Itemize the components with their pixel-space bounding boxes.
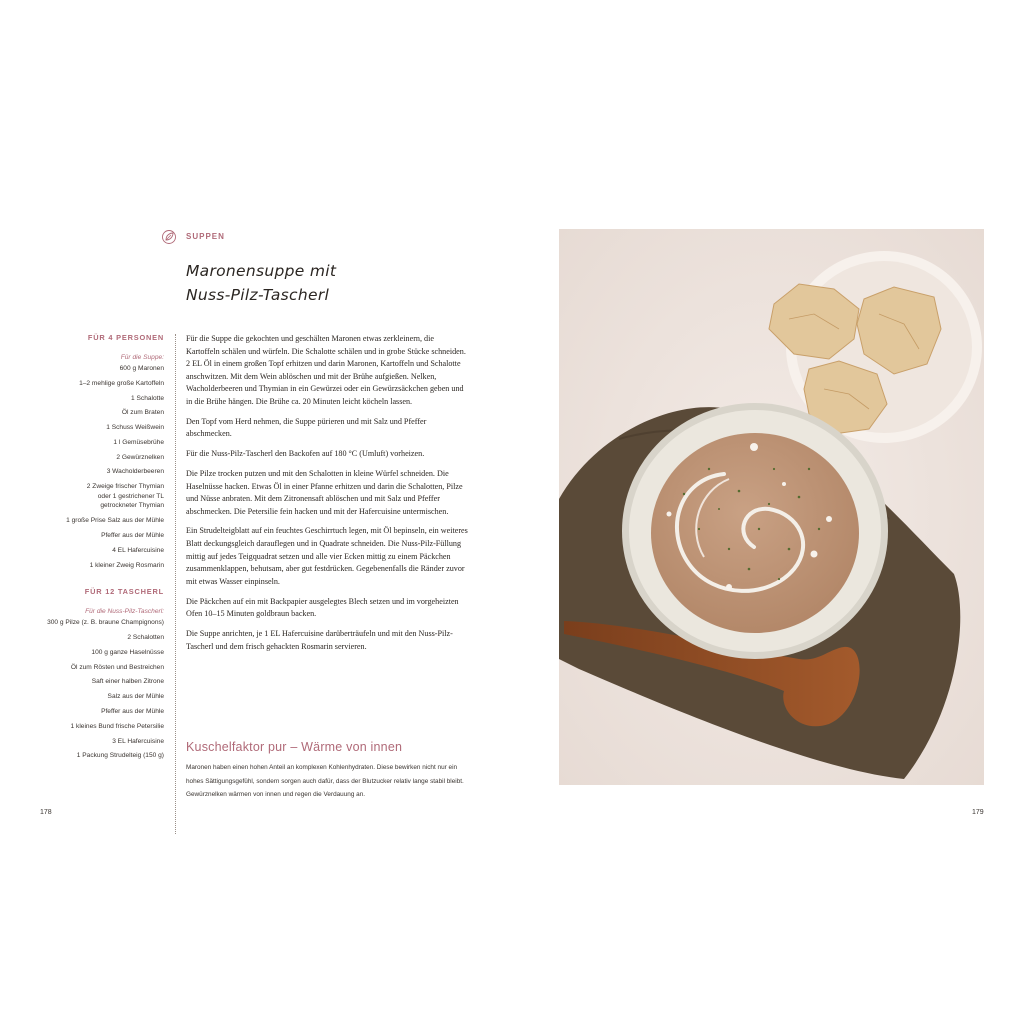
- ingredient-item: 600 g Maronen: [119, 365, 164, 372]
- ingredients-subheading-tascherl: Für die Nuss-Pilz-Tascherl:: [85, 608, 164, 616]
- ingredient-item: 1 große Prise Salz aus der Mühle: [66, 517, 164, 525]
- ingredient-item: Pfeffer aus der Mühle: [101, 708, 164, 716]
- ingredient-item: 1 kleiner Zweig Rosmarin: [89, 561, 164, 569]
- ingredient-item: 1 Packung Strudelteig (150 g): [76, 752, 164, 760]
- ingredient-item: Salz aus der Mühle: [107, 693, 164, 701]
- ingredient-item: Saft einer halben Zitrone: [91, 678, 164, 686]
- ingredients-heading-servings: FÜR 4 PERSONEN: [87, 333, 164, 342]
- ingredient-item: 4 EL Hafercuisine: [112, 546, 164, 554]
- tip-heading: Kuschelfaktor pur – Wärme von innen: [186, 740, 403, 754]
- ingredient-item: 1–2 mehlige große Kartoffeln: [79, 379, 164, 387]
- ingredient-group-tascherl: [30, 618, 164, 761]
- tip-text: Maronen haben einen hohen Anteil an komplexen Kohlenhydraten. Diese bewirken nicht nur ein hohes Sättigungsgefühl, sondern sorgen auch dafür, dass der Blutzucker relativ lange stabil bleibt. Gewürznelken wärmen von innen und regen die Verdauung an.: [186, 764, 464, 798]
- ingredient-item: getrockneter Thymian: [100, 502, 164, 510]
- ingredients-list: [30, 332, 164, 766]
- method-step: Die Pilze trocken putzen und mit den Schalotten in kleine Würfel schneiden. Die Haselnüsse hacken. Etwas Öl in einer Pfanne erhitzen und darin die Schalotten, Pilze und Nüsse anbraten. Mit dem Zitronensaft ablöschen und mit Salz und Pfeffer abschmecken. Die Petersilie fein hacken und mit der Hafercuisine untermischen.: [186, 468, 463, 516]
- recipe-photo: [559, 229, 984, 785]
- ingredient-item: 3 EL Hafercuisine: [112, 737, 164, 745]
- method-step: Den Topf vom Herd nehmen, die Suppe pürieren und mit Salz und Pfeffer abschmecken.: [186, 416, 427, 439]
- method-text: [186, 333, 468, 660]
- ingredient-item: 1 kleines Bund frische Petersilie: [70, 722, 164, 730]
- ingredient-item: oder 1 gestrichener TL: [97, 492, 164, 500]
- ingredients-heading-tascherl: FÜR 12 TASCHERL: [84, 587, 164, 597]
- recipe-title-line-2: Nuss-Pilz-Tascherl: [186, 286, 330, 304]
- page-number-left: 178: [40, 809, 52, 816]
- recipe-title-line-1: Maronensuppe mit: [186, 262, 337, 280]
- ingredient-item: Öl zum Rösten und Bestreichen: [70, 663, 164, 671]
- method-step: Ein Strudelteigblatt auf ein feuchtes Geschirrtuch legen, mit Öl bepinseln, ein weiteres Blatt deckungsgleich darauflegen und in Quadrate schneiden. Die Nuss-Pilz-Füllung mittig auf jedes Teigquadrat setzen und alle vier Ecken mittig zu einem Päckchen zusammenklappen, behutsam, aber gut festdrücken. Gegebenenfalls die Ränder zuvor mit etwas Wasser einpinseln.: [186, 526, 468, 586]
- method-step: Für die Nuss-Pilz-Tascherl den Backofen auf 180 °C (Umluft) vorheizen.: [186, 449, 425, 459]
- ingredient-item: 1 l Gemüsebrühe: [113, 438, 164, 446]
- ingredient-item: 2 Zweige frischer Thymian: [86, 483, 164, 491]
- ingredient-item: 2 Schalotten: [127, 634, 164, 642]
- column-divider: [175, 334, 176, 834]
- ingredient-item: 2 Gewürznelken: [116, 453, 164, 461]
- ingredient-group-soup: [30, 364, 164, 570]
- ingredient-item: 1 Schalotte: [131, 394, 164, 402]
- ingredient-item: Pfeffer aus der Mühle: [101, 532, 164, 539]
- method-step: Für die Suppe die gekochten und geschälten Maronen etwas zerkleinern, die Kartoffeln schälen und würfeln. Die Schalotte schälen und in grobe Stücke schneiden. 2 EL Öl in einem großen Topf erhitzen und darin Maronen, Kartoffeln und Schalotte anschwitzen. Mit dem Wein ablöschen und mit der Brühe aufgießen. Nelken, Wacholderbeeren und Thymian in ein Gewürzei oder ein Gewürzsäckchen geben und in die Brühe hängen. Die Brühe ca. 20 Minuten leicht köcheln lassen.: [186, 334, 466, 406]
- section-label: SUPPEN: [186, 232, 225, 241]
- method-step: Die Suppe anrichten, je 1 EL Hafercuisine darüberträufeln und mit den Nuss-Pilz-Tascherl und dem frisch gehackten Rosmarin servieren.: [186, 629, 453, 651]
- ingredient-item: 3 Wacholderbeeren: [106, 468, 164, 476]
- ingredient-item: 300 g Pilze (z. B. braune Champignons): [47, 619, 164, 627]
- ingredient-item: Öl zum Braten: [121, 409, 164, 417]
- ingredient-item: 1 Schuss Weißwein: [106, 424, 164, 432]
- page-number-right: 179: [972, 809, 984, 816]
- ingredients-subheading-soup: Für die Suppe:: [120, 354, 164, 361]
- leaf-circle-icon: [161, 229, 177, 245]
- method-step: Die Päckchen auf ein mit Backpapier ausgelegtes Blech setzen und im vorgeheizten Ofen 10–15 Minuten goldbraun backen.: [186, 596, 459, 619]
- ingredient-item: 100 g ganze Haselnüsse: [91, 648, 164, 656]
- recipe-title: [186, 259, 336, 307]
